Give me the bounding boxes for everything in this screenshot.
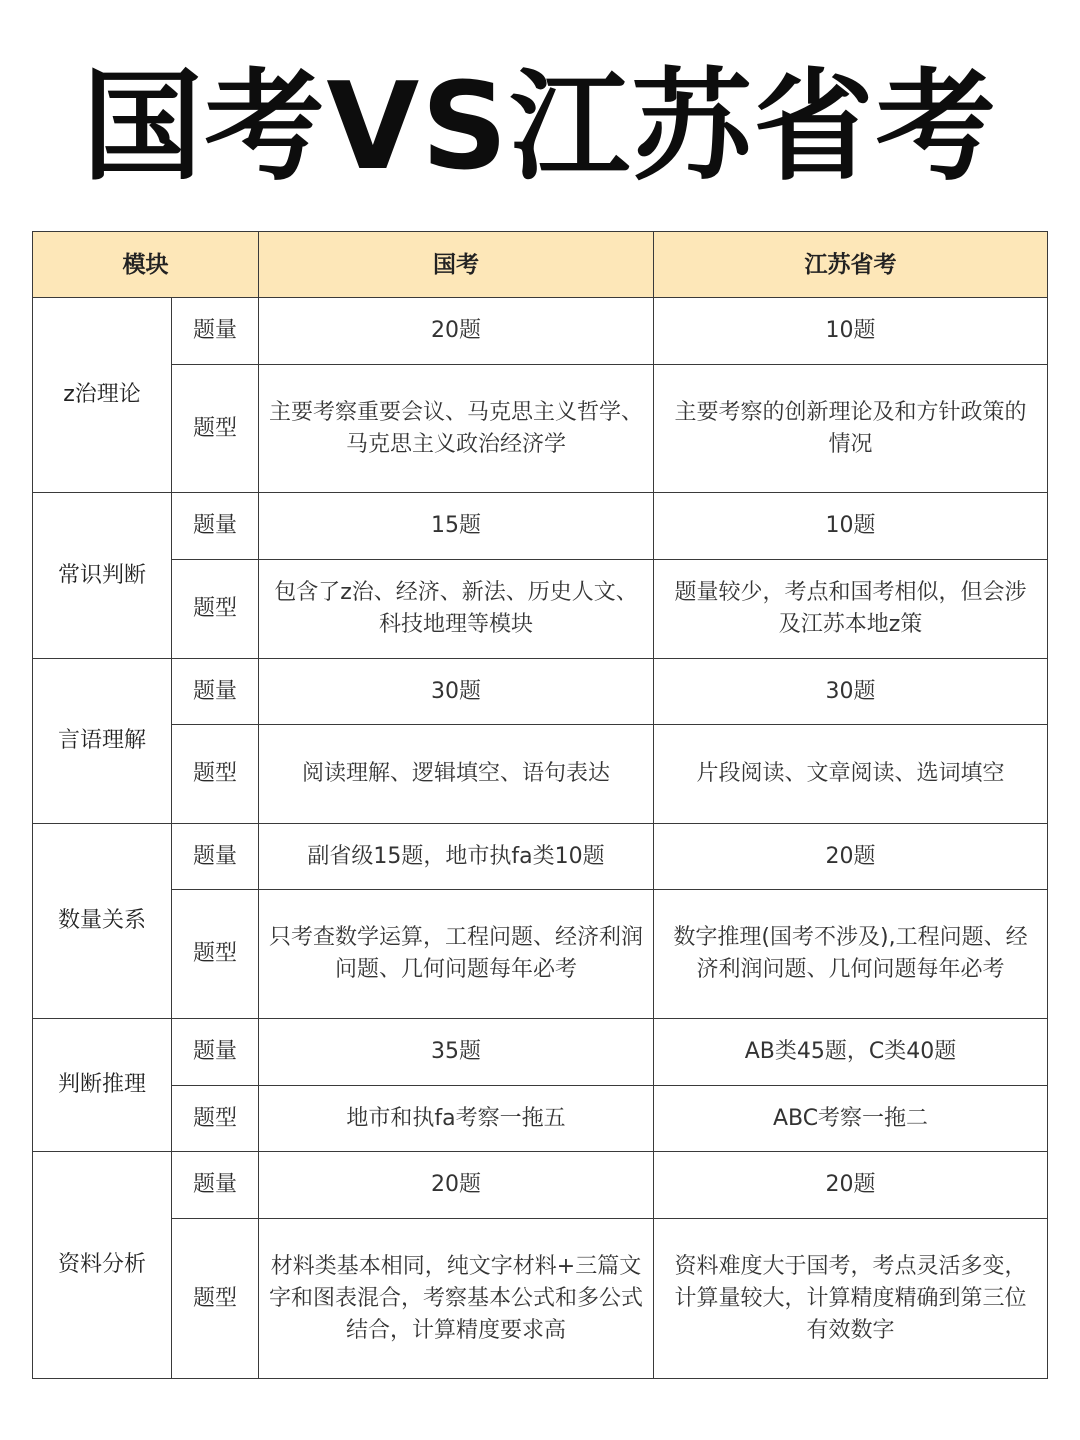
jiangsu-type: 题量较少，考点和国考相似，但会涉及江苏本地z策 bbox=[654, 560, 1048, 659]
guokao-quantity: 15题 bbox=[259, 493, 654, 560]
table-row bbox=[33, 298, 1048, 365]
quantity-label: 题量 bbox=[172, 824, 259, 890]
type-label: 题型 bbox=[172, 1086, 259, 1152]
jiangsu-type: ABC考察一拖二 bbox=[654, 1086, 1048, 1152]
guokao-quantity: 35题 bbox=[259, 1019, 654, 1086]
type-label: 题型 bbox=[172, 890, 259, 1019]
guokao-type: 材料类基本相同，纯文字材料+三篇文字和图表混合，考察基本公式和多公式结合，计算精度要求高 bbox=[259, 1219, 654, 1379]
guokao-type: 主要考察重要会议、马克思主义哲学、马克思主义政治经济学 bbox=[259, 365, 654, 493]
module-name: z治理论 bbox=[33, 298, 172, 493]
jiangsu-type: 数字推理(国考不涉及),工程问题、经济利润问题、几何问题每年必考 bbox=[654, 890, 1048, 1019]
guokao-quantity: 30题 bbox=[259, 659, 654, 725]
table-row bbox=[33, 365, 1048, 493]
jiangsu-quantity: 20题 bbox=[654, 824, 1048, 890]
header-module: 模块 bbox=[33, 232, 259, 298]
header-guokao: 国考 bbox=[259, 232, 654, 298]
module-name: 言语理解 bbox=[33, 659, 172, 824]
comparison-table bbox=[32, 231, 1048, 1379]
jiangsu-quantity: 30题 bbox=[654, 659, 1048, 725]
guokao-quantity: 副省级15题，地市执fa类10题 bbox=[259, 824, 654, 890]
table-row bbox=[33, 725, 1048, 824]
table-row bbox=[33, 560, 1048, 659]
jiangsu-quantity: 10题 bbox=[654, 493, 1048, 560]
jiangsu-quantity: AB类45题，C类40题 bbox=[654, 1019, 1048, 1086]
table-row bbox=[33, 824, 1048, 890]
jiangsu-quantity: 20题 bbox=[654, 1152, 1048, 1219]
table-row bbox=[33, 1019, 1048, 1086]
guokao-type: 阅读理解、逻辑填空、语句表达 bbox=[259, 725, 654, 824]
table-row bbox=[33, 1152, 1048, 1219]
type-label: 题型 bbox=[172, 1219, 259, 1379]
table-row bbox=[33, 493, 1048, 560]
module-name: 常识判断 bbox=[33, 493, 172, 659]
header-jiangsu: 江苏省考 bbox=[654, 232, 1048, 298]
guokao-quantity: 20题 bbox=[259, 1152, 654, 1219]
jiangsu-quantity: 10题 bbox=[654, 298, 1048, 365]
type-label: 题型 bbox=[172, 365, 259, 493]
table-row bbox=[33, 1086, 1048, 1152]
quantity-label: 题量 bbox=[172, 1019, 259, 1086]
quantity-label: 题量 bbox=[172, 659, 259, 725]
page-title: 国考VS江苏省考 bbox=[82, 58, 998, 197]
jiangsu-type: 主要考察的创新理论及和方针政策的情况 bbox=[654, 365, 1048, 493]
jiangsu-type: 资料难度大于国考，考点灵活多变，计算量较大，计算精度精确到第三位有效数字 bbox=[654, 1219, 1048, 1379]
type-label: 题型 bbox=[172, 725, 259, 824]
guokao-type: 包含了z治、经济、新法、历史人文、科技地理等模块 bbox=[259, 560, 654, 659]
module-name: 资料分析 bbox=[33, 1152, 172, 1379]
guokao-quantity: 20题 bbox=[259, 298, 654, 365]
table-row bbox=[33, 1219, 1048, 1379]
module-name: 数量关系 bbox=[33, 824, 172, 1019]
table-header-row bbox=[33, 232, 1048, 298]
quantity-label: 题量 bbox=[172, 493, 259, 560]
jiangsu-type: 片段阅读、文章阅读、选词填空 bbox=[654, 725, 1048, 824]
quantity-label: 题量 bbox=[172, 1152, 259, 1219]
table-row bbox=[33, 659, 1048, 725]
table-row bbox=[33, 890, 1048, 1019]
guokao-type: 地市和执fa考察一拖五 bbox=[259, 1086, 654, 1152]
type-label: 题型 bbox=[172, 560, 259, 659]
guokao-type: 只考查数学运算，工程问题、经济利润问题、几何问题每年必考 bbox=[259, 890, 654, 1019]
quantity-label: 题量 bbox=[172, 298, 259, 365]
module-name: 判断推理 bbox=[33, 1019, 172, 1152]
